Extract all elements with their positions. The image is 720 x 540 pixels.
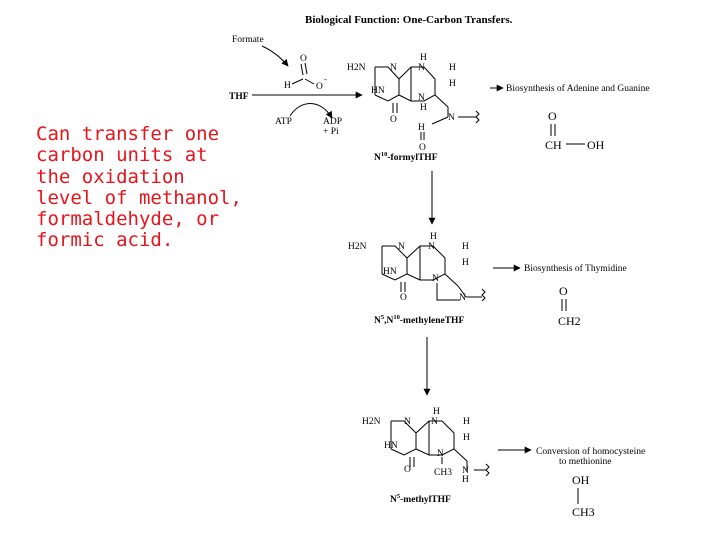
compound-label-formylthf: $N^{10}$-formylTHF [374,151,438,163]
methylene-h2n: H2N [348,242,367,252]
formyl-n1: N [390,63,397,73]
formate-arrow [262,46,288,66]
formic-o: O [548,109,557,123]
formyl-hn: HN [371,86,385,96]
methyl-n10: N [462,466,469,476]
formate-carbonyl-o: O [300,54,307,64]
formyl-h-top: H [420,53,427,63]
formate-charge: - [324,74,327,84]
methyl-h6: H [463,417,470,427]
methyl-keto-o: O [404,465,411,475]
function-purine-biosynthesis: Biosynthesis of Adenine and Guanine [506,84,650,94]
formate-double-bond-b [305,63,307,74]
function-homocysteine-conversion: Conversion of homocysteine [536,447,646,457]
formyl-n8: N [418,93,425,103]
formate-o-bond [305,79,314,84]
atp-adp-arrow [290,104,332,119]
formyl-h6: H [449,63,456,73]
methyl-h2n: H2N [362,417,381,427]
compound-label-methylthf: $N^5$-methylTHF [390,493,451,505]
formate-h: H [284,81,291,91]
formate-double-bond-a [301,64,303,75]
methylene-n-bridge: N [432,274,439,284]
thf-label: THF [229,92,249,102]
function-thymidine-biosynthesis: Biosynthesis of Thymidine [524,264,627,274]
methyl-h7: H [463,433,470,443]
methyl-n5: N [431,417,438,427]
methyl-ch3: CH3 [434,468,452,478]
formyl-h8: H [420,103,427,113]
formyl-h2n: H2N [347,63,366,73]
methylene-keto-o: O [400,293,407,303]
formic-ch: CH [545,138,562,152]
methylene-n10: N [459,293,466,303]
formylthf-structure [375,67,479,140]
function-to-methionine: to methionine [559,457,612,467]
formyl-keto-o: O [390,115,397,125]
formaldehyde-o: O [559,284,568,298]
formyl-cho-o: O [419,143,426,153]
formic-oh: OH [587,138,605,152]
methylene-n1: N [398,242,405,252]
formyl-h7: H [449,79,456,89]
adp-label: ADP [323,117,343,127]
formyl-n5: N [418,63,425,73]
methylene-h-top: H [430,232,437,242]
formyl-n10: N [448,113,455,123]
methyl-n-methyl: N [437,449,444,459]
methylene-n5: N [428,242,435,252]
methylene-h7: H [462,258,469,268]
formyl-wavy-bond [476,111,479,123]
atp-label: ATP [275,117,292,127]
methanol-oh: OH [572,473,590,487]
methyl-hn: HN [384,441,398,451]
methylene-h6: H [462,242,469,252]
methyl-n1: N [404,417,411,427]
formaldehyde-ch2: CH2 [558,314,581,328]
pi-label: + Pi [323,127,339,137]
diagram-title: Biological Function: One-Carbon Transfers. [305,14,513,26]
methyl-h-top: H [433,407,440,417]
methylene-hn: HN [383,267,397,277]
compound-label-methylenethf: $N^5,N^{10}$-methyleneTHF [374,314,465,326]
formate-anion-o: O [316,82,323,92]
formate-h-bond [292,79,303,84]
methyl-n10-h: H [462,475,469,485]
formyl-cho-h: H [418,123,425,133]
formate-label: Formate [232,35,264,45]
oxidation-level-note: Can transfer one carbon units at the oxidation level of methanol, formaldehyde, or formic acid. [36,123,242,252]
methanol-ch3: CH3 [572,505,595,519]
